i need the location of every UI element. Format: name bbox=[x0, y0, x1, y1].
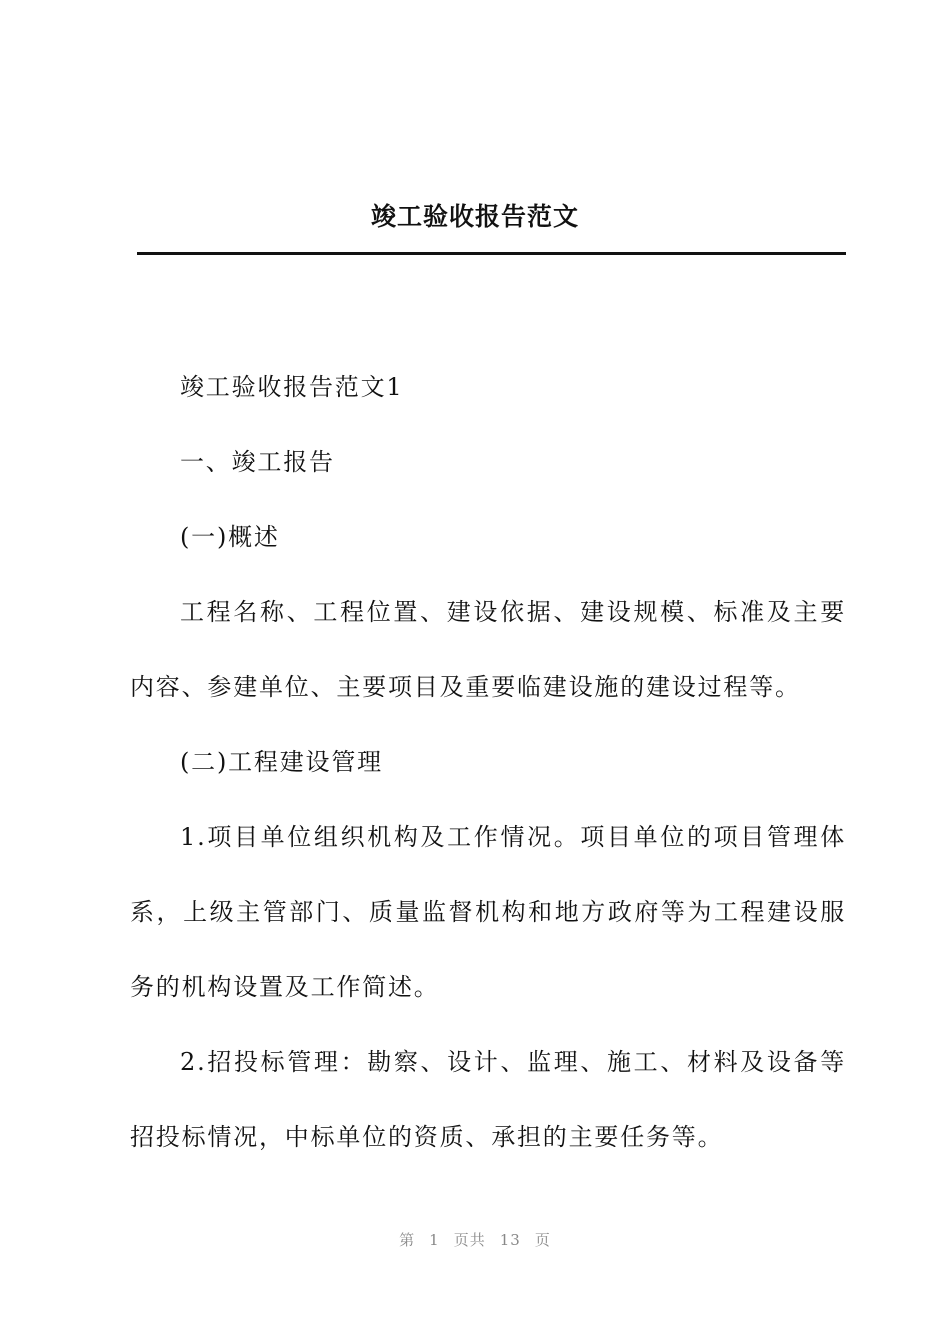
subsection-heading-overview: (一)概述 bbox=[180, 523, 280, 551]
footer-prefix: 第 bbox=[399, 1231, 416, 1249]
footer-page-number: 1 bbox=[429, 1231, 440, 1249]
footer-suffix: 页 bbox=[534, 1231, 551, 1249]
document-title: 竣工验收报告范文 bbox=[370, 202, 579, 231]
paragraph-organization: 1.项目单位组织机构及工作情况。项目单位的项目管理体系，上级主管部门、质量监督机构和地方政府等为工程建设服务的机构设置及工作简述。 bbox=[130, 823, 846, 1001]
subsection-heading-management: (二)工程建设管理 bbox=[180, 748, 383, 776]
footer-middle: 页共 bbox=[453, 1231, 486, 1249]
title-underline bbox=[137, 252, 846, 255]
section-heading-1: 竣工验收报告范文1 bbox=[180, 373, 404, 401]
paragraph-overview: 工程名称、工程位置、建设依据、建设规模、标准及主要内容、参建单位、主要项目及重要临建设施的建设过程等。 bbox=[130, 598, 846, 701]
document-body bbox=[130, 350, 846, 1175]
footer-total-pages: 13 bbox=[499, 1231, 521, 1249]
page-footer bbox=[0, 1229, 950, 1250]
paragraph-bidding: 2.招投标管理：勘察、设计、监理、施工、材料及设备等招投标情况，中标单位的资质、承担的主要任务等。 bbox=[130, 1048, 846, 1151]
section-heading-completion-report: 一、竣工报告 bbox=[180, 448, 335, 476]
